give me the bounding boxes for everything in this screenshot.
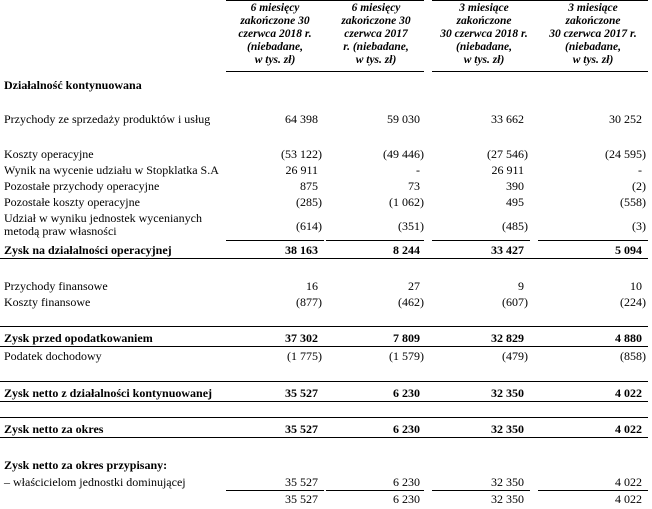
- row-value: (24 595): [605, 147, 646, 161]
- total-value: 4 022: [615, 492, 642, 506]
- row-label: Pozostałe koszty operacyjne: [4, 195, 140, 209]
- row-label: Koszty finansowe: [4, 295, 91, 309]
- header-bottom-rule: [226, 71, 424, 72]
- row-value: 59 030: [387, 112, 420, 126]
- divider: [0, 417, 648, 418]
- sum-rule: [226, 490, 324, 491]
- row-value: 26 911: [491, 163, 524, 177]
- sum-rule: [538, 240, 648, 241]
- row-value: (1 579): [389, 349, 424, 363]
- row-value: 875: [300, 179, 318, 193]
- row-value: 4 022: [615, 422, 642, 436]
- header-top-rule: [226, 0, 424, 1]
- row-value: 64 398: [285, 112, 318, 126]
- section-title: Działalność kontynuowana: [4, 78, 142, 92]
- column-header-3m-2017: 3 miesiące zakończone 30 czerwca 2017 r. (niebadane, w tys. zł): [549, 2, 637, 66]
- row-value: (1 775): [287, 349, 322, 363]
- row-value: 9: [518, 279, 524, 293]
- row-value: 73: [408, 179, 420, 193]
- row-value: (285): [296, 195, 322, 209]
- divider: [0, 437, 648, 438]
- row-value: (607): [502, 295, 528, 309]
- row-value: 32 350: [491, 475, 524, 489]
- row-value: 6 230: [393, 475, 420, 489]
- row-value: (27 546): [487, 147, 528, 161]
- row-value: (224): [620, 295, 646, 309]
- header-top-rule: [432, 0, 648, 1]
- sum-rule: [432, 240, 530, 241]
- header-bottom-rule: [432, 71, 648, 72]
- row-label: Zysk netto za okres: [4, 422, 104, 436]
- sum-rule: [326, 240, 424, 241]
- row-value: (3): [632, 219, 646, 233]
- row-value: 27: [408, 279, 420, 293]
- row-label: Zysk netto za okres przypisany:: [4, 458, 168, 472]
- divider: [0, 258, 648, 259]
- row-value: 8 244: [393, 243, 420, 257]
- row-label: – właścicielom jednostki dominującej: [4, 475, 186, 489]
- column-header-6m-2017: 6 miesięcy zakończone 30 czerwca 2017 r. (niebadane, w tys. zł): [341, 2, 411, 66]
- row-value: 5 094: [615, 243, 642, 257]
- divider: [0, 346, 648, 347]
- row-value: 33 662: [491, 112, 524, 126]
- divider: [0, 381, 648, 382]
- column-header-3m-2018: 3 miesiące zakończone 30 czerwca 2018 r. (niebadane, w tys. zł): [440, 2, 528, 66]
- row-value: (53 122): [281, 147, 322, 161]
- row-value: 4 022: [615, 475, 642, 489]
- row-value: 4 022: [615, 386, 642, 400]
- divider: [0, 326, 648, 327]
- row-value: (479): [502, 349, 528, 363]
- total-value: 32 350: [491, 492, 524, 506]
- row-label: Wynik na wycenie udziału w Stopklatka S.A: [4, 163, 219, 177]
- row-value: 6 230: [393, 422, 420, 436]
- row-value: (485): [502, 219, 528, 233]
- sum-rule: [326, 490, 424, 491]
- row-label: Zysk na działalności operacyjnej: [4, 243, 172, 257]
- row-value: 30 252: [609, 112, 642, 126]
- row-value: (877): [296, 295, 322, 309]
- row-value: (351): [398, 219, 424, 233]
- row-value: (2): [632, 179, 646, 193]
- row-value: 10: [630, 279, 642, 293]
- row-value: 390: [506, 179, 524, 193]
- row-label: Przychody finansowe: [4, 279, 108, 293]
- row-value: (614): [296, 219, 322, 233]
- total-value: 35 527: [285, 492, 318, 506]
- row-value: 495: [506, 195, 524, 209]
- row-value: 7 809: [393, 331, 420, 345]
- row-value: (49 446): [383, 147, 424, 161]
- row-value: 35 527: [285, 475, 318, 489]
- sum-rule: [432, 490, 530, 491]
- row-label: Podatek dochodowy: [4, 349, 102, 363]
- row-value: 16: [306, 279, 318, 293]
- row-value: 6 230: [393, 386, 420, 400]
- row-label: Pozostałe przychody operacyjne: [4, 179, 160, 193]
- row-value: 33 427: [491, 243, 524, 257]
- row-value: 37 302: [285, 331, 318, 345]
- row-label: Zysk przed opodatkowaniem: [4, 331, 153, 345]
- row-value: 26 911: [285, 163, 318, 177]
- row-value: 35 527: [285, 422, 318, 436]
- row-label: Zysk netto z działalności kontynuowanej: [4, 386, 213, 400]
- row-value: 38 163: [285, 243, 318, 257]
- sum-rule: [538, 490, 648, 491]
- row-value: 4 880: [615, 331, 642, 345]
- divider: [0, 401, 648, 402]
- row-value: (1 062): [389, 195, 424, 209]
- sum-rule: [226, 240, 324, 241]
- row-label: Przychody ze sprzedaży produktów i usług: [4, 112, 211, 126]
- row-value: 32 829: [491, 331, 524, 345]
- column-header-6m-2018: 6 miesięcy zakończone 30 czerwca 2018 r. (niebadane, w tys. zł): [238, 2, 312, 66]
- row-label: Udział w wyniku jednostek wycenianych metodą praw własności: [4, 211, 202, 238]
- total-value: 6 230: [393, 492, 420, 506]
- row-value: (558): [620, 195, 646, 209]
- row-value: -: [416, 163, 420, 177]
- row-value: 35 527: [285, 386, 318, 400]
- row-label: Koszty operacyjne: [4, 147, 94, 161]
- row-value: 32 350: [491, 386, 524, 400]
- row-value: (858): [620, 349, 646, 363]
- row-value: (462): [398, 295, 424, 309]
- row-value: 32 350: [491, 422, 524, 436]
- row-value: -: [638, 163, 642, 177]
